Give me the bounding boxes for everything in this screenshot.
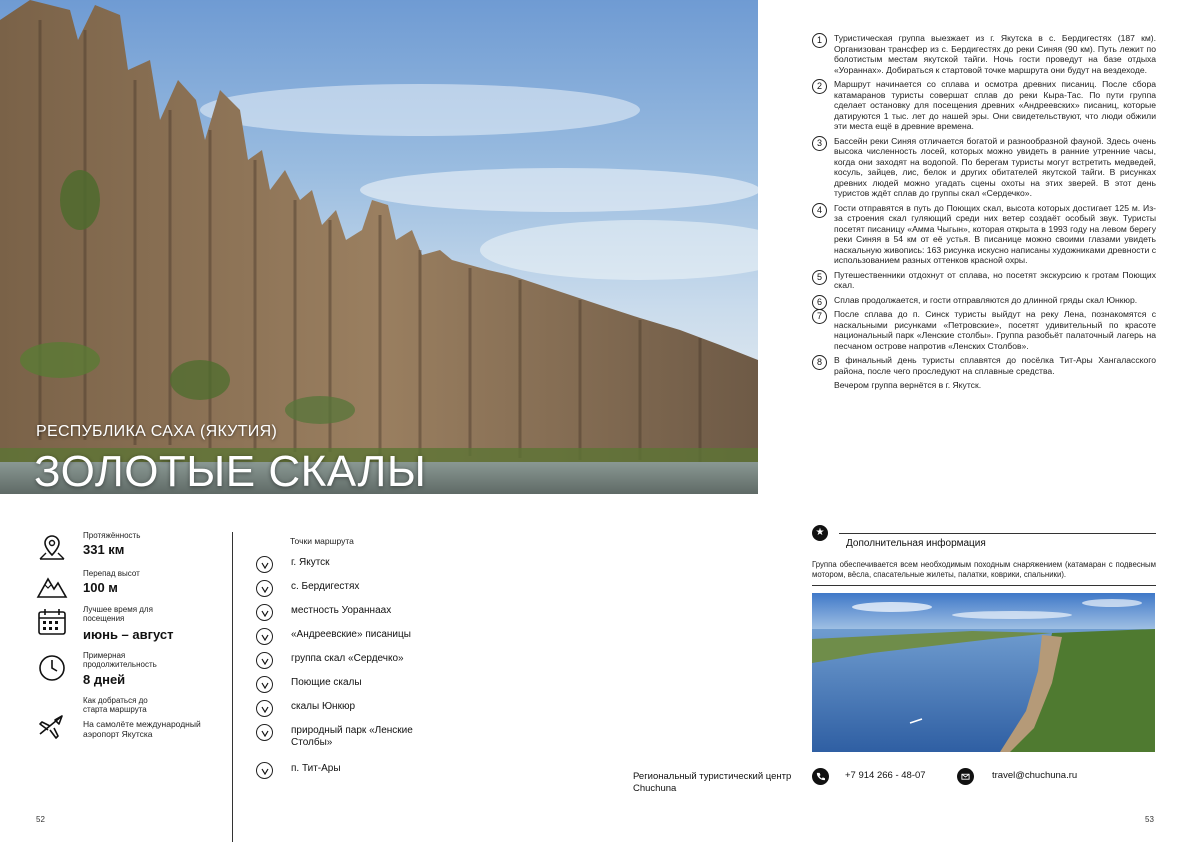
additional-info-text: Группа обеспечивается всем необходимым походным снаряжением (катамаран с подвесным мотором, вёсла, спасательные жилеты, палатки, коврики, спальники). (812, 560, 1156, 579)
route-heading: Точки маршрута (290, 536, 354, 546)
list-item (256, 699, 466, 723)
itinerary-day (812, 355, 1156, 376)
itinerary-day (812, 136, 1156, 199)
pin-icon (256, 700, 273, 717)
page-title: ЗОЛОТЫЕ СКАЛЫ (34, 447, 427, 494)
organization-name: Региональный туристический центр Chuchuna (633, 771, 792, 794)
day-number: 4 (812, 203, 827, 218)
fact-value: 8 дней (83, 672, 126, 687)
email-address[interactable]: travel@chuchuna.ru (992, 770, 1078, 781)
list-item (256, 723, 466, 761)
day-number: 3 (812, 136, 827, 151)
itinerary-day (812, 79, 1156, 132)
mountain-icon (36, 571, 68, 601)
day-text: Гости отправятся в путь до Поющих скал, высота которых достигает 125 м. Из-за строения скал гуляющий среди них ветер создаёт особый звук. Туристы посетят писаницу «Амма Чыгын», которая открыта в 1993 году на левом берегу реки Синяя в 54 км от её устья. В писанице можно своими глазами увидеть наскальную живопись: 163 рисунка искусно написаны художниками древности с использованием разных оттенков красной охры. (834, 202, 1156, 265)
day-text: Бассейн реки Синяя отличается богатой и разнообразной фауной. Здесь очень высока численность лосей, которых можно увидеть в ранние утренние часы, когда они заходят на водопой. По берегам туристы могут встретить медведей, косуль, зайцев, лис, белок и других обитателей якутской тайги. В рисунках древних людей можно угадать сцены охоты на этих зверей. В этот день туристов ждёт сплав до группы скал «Сердечко». (834, 135, 1156, 198)
hero-photo (0, 0, 758, 494)
fact-length (36, 531, 226, 569)
star-icon: ★ (812, 525, 828, 541)
fact-label: Лучшее время для посещения (83, 605, 153, 623)
fact-how-to-get (36, 696, 226, 746)
day-text: Маршрут начинается со сплава и осмотра древних писаниц. После сбора катамаранов туристы совершат сплав до реки Кыра-Тас. По пути группа сделает остановку для посещения древних «Андреевских» писаниц, которые датируются 1 тыс. лет до нашей эры. Они свидетельствуют, что люди обжили эти места ещё в древние времена. (834, 79, 1156, 131)
day-text: Туристическая группа выезжает из г. Якутска в с. Бердигестях (187 км). Организован трансфер из с. Бердигестях до реки Синяя (90 км). Путь лежит по болотистым местам якутской тайги. Ночь гости проведут на базе отдыха «Уораннах». Добираться к стартовой точке маршрута они будут на вездеходе. (834, 33, 1156, 75)
pin-icon (256, 580, 273, 597)
route-point: скалы Юнкюр (291, 701, 356, 712)
river-aerial-illustration (812, 593, 1155, 752)
route-point: местность Уораннаах (291, 605, 392, 616)
itinerary-day (812, 295, 1156, 306)
route-point: г. Якутск (291, 557, 330, 568)
route-point: Поющие скалы (291, 677, 362, 688)
river-photo (812, 593, 1155, 752)
day-text: Путешественники отдохнут от сплава, но посетят экскурсию к гротам Поющих скал. (834, 269, 1156, 290)
fact-elevation (36, 569, 226, 605)
pin-icon (256, 724, 273, 741)
day-text: После сплава до п. Синск туристы выйдут на реку Лена, познакомятся с наскальными рисунками «Петровские», посетят удивительный по красоте национальный парк «Ленские столбы». Группа разобьёт палаточный лагерь на песчаном острове напротив «Ленских Столбов». (834, 309, 1156, 351)
page-number-left: 52 (36, 815, 45, 824)
email-icon (957, 768, 974, 785)
day-text: Сплав продолжается, и гости отправляются до длинной гряды скал Юнкюр. (834, 294, 1138, 305)
itinerary-day (812, 203, 1156, 266)
fact-value: 100 м (83, 580, 118, 595)
itinerary-day (812, 33, 1156, 75)
day-number: 5 (812, 270, 827, 285)
list-item (256, 651, 466, 675)
list-item (256, 675, 466, 699)
route-point: «Андреевские» писаницы (291, 629, 411, 640)
route-point: группа скал «Сердечко» (291, 653, 404, 664)
pin-icon (256, 556, 273, 573)
route-points-list (256, 555, 466, 785)
pin-icon (256, 676, 273, 693)
airplane-icon (36, 710, 68, 740)
clock-icon (36, 653, 68, 683)
additional-info-title: Дополнительная информация (846, 538, 986, 549)
list-item (256, 627, 466, 651)
list-item (256, 555, 466, 579)
calendar-icon (36, 607, 68, 637)
evening-note: Вечером группа вернётся в г. Якутск. (834, 380, 982, 390)
fact-label: Перепад высот (83, 569, 140, 578)
pin-icon (256, 652, 273, 669)
column-divider (232, 532, 233, 842)
additional-info-header (812, 521, 1156, 551)
itinerary-day (812, 309, 1156, 351)
fact-value: июнь – август (83, 627, 174, 642)
divider (812, 585, 1156, 586)
pin-icon (256, 604, 273, 621)
fact-label: Примерная продолжительность (83, 651, 157, 669)
route-point: п. Тит-Ары (291, 763, 341, 774)
list-item (256, 761, 466, 785)
fact-value: 331 км (83, 542, 125, 557)
fact-duration (36, 651, 226, 696)
page-number-right: 53 (1145, 815, 1154, 824)
itinerary-day (812, 270, 1156, 291)
fact-label: Как добраться до старта маршрута (83, 696, 148, 714)
itinerary (812, 33, 1156, 390)
route-point: с. Бердигестях (291, 581, 360, 592)
day-number: 8 (812, 355, 827, 370)
pin-icon (256, 628, 273, 645)
day-number: 2 (812, 79, 827, 94)
day-text: В финальный день туристы сплавятся до посёлка Тит-Ары Хангаласского района, после чего проследуют на сплавные средства. (834, 355, 1156, 376)
route-point: природный парк «Ленские Столбы» (291, 725, 413, 748)
phone-icon (812, 768, 829, 785)
divider (839, 533, 1156, 534)
fact-label: Протяжённость (83, 531, 141, 540)
day-number: 6 (812, 295, 827, 310)
day-number: 1 (812, 33, 827, 48)
cliffs-river-illustration (0, 0, 758, 494)
region-subtitle: РЕСПУБЛИКА САХА (ЯКУТИЯ) (36, 423, 278, 440)
fact-best-time (36, 605, 226, 651)
fact-value: На самолёте международный аэропорт Якутска (83, 719, 201, 739)
list-item (256, 603, 466, 627)
pin-icon (256, 762, 273, 779)
day-number: 7 (812, 309, 827, 324)
list-item (256, 579, 466, 603)
facts-list (36, 531, 226, 746)
phone-number[interactable]: +7 914 266 - 48-07 (845, 770, 926, 781)
map-pin-icon (36, 533, 68, 563)
